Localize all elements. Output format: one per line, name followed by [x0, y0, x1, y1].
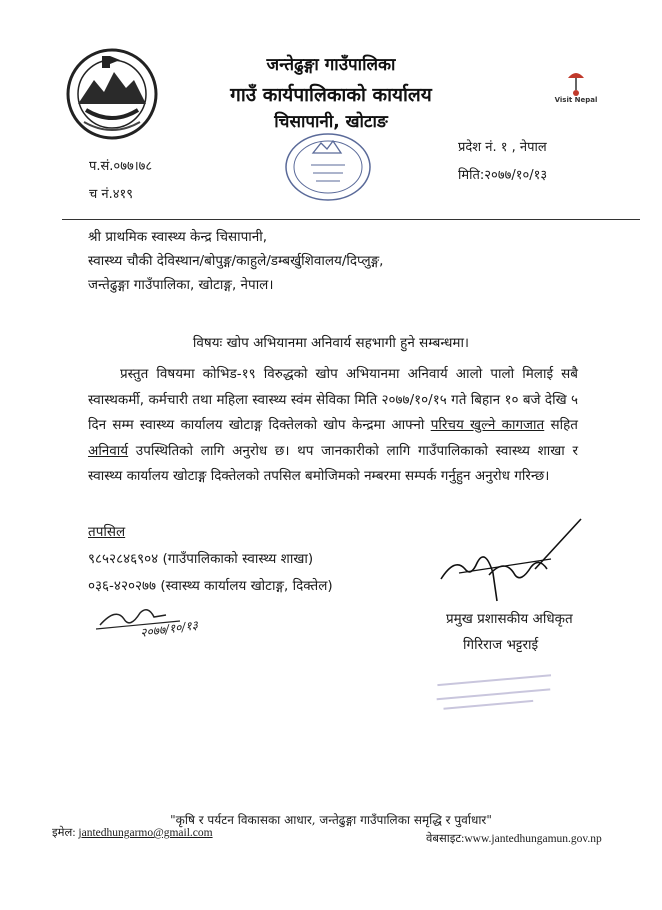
- dispatch-number: च नं.४१९: [89, 187, 134, 202]
- faded-name-stamp: [432, 668, 562, 710]
- recipient-line-2: स्वास्थ्य चौकी देविस्थान/बोपुङ्ग/काहुले/डम्बर्खुशिवालय/दिप्लुङ्ग,: [88, 253, 384, 269]
- letter-body: [88, 362, 578, 490]
- website-label: वेबसाइट:: [426, 833, 465, 845]
- header-divider: [62, 219, 640, 220]
- contact-line-2: ०३६-४२०२७७ (स्वास्थ्य कार्यालय खोटाङ्ग, दिक्तेल): [88, 578, 333, 594]
- signatory-designation: प्रमुख प्रशासकीय अधिकृत: [446, 611, 573, 627]
- province-label: प्रदेश नं. १ , नेपाल: [458, 140, 547, 155]
- recipient-line-3: जन्तेढुङ्गा गाउँपालिका, खोटाङ्ग, नेपाल।: [88, 277, 274, 293]
- signatory-name: गिरिराज भट्टराई: [463, 637, 539, 653]
- office-name: गाउँ कार्यपालिकाको कार्यालय: [230, 84, 432, 106]
- municipality-name: जन्तेढुङ्गा गाउँपालिका: [266, 55, 396, 75]
- body-part-2: सहित: [544, 417, 578, 433]
- email-link[interactable]: jantedhungarmo@gmail.com: [78, 827, 213, 839]
- handwritten-date: २०७७/१०/१३: [139, 618, 199, 640]
- body-underline-1: परिचय खुल्ने कागजात: [430, 417, 545, 433]
- footer-slogan: "कृषि र पर्यटन विकासका आधार, जन्तेढुङ्गा गाउँपालिका समृद्धि र पुर्वाधार": [170, 813, 492, 827]
- reference-number: प.सं.०७७।७८: [89, 159, 153, 174]
- letter-date: मिति:२०७७/१०/१३: [458, 168, 548, 183]
- signature: [435, 517, 585, 607]
- office-seal-stamp: [283, 131, 373, 203]
- footer-website: [426, 831, 602, 846]
- subject-line: विषयः खोप अभियानमा अनिवार्य सहभागी हुने सम्बन्धमा।: [192, 335, 470, 351]
- website-link[interactable]: www.jantedhungamun.gov.np: [464, 833, 602, 845]
- visit-nepal-text: Visit Nepal: [554, 96, 598, 104]
- body-part-1: प्रस्तुत विषयमा कोभिड-१९ विरुद्धको खोप अभियानमा अनिवार्य आलो पालो मिलाई सबै स्वास्थकर्मी, कर्मचारी तथा महिला स्वास्थ्य स्वंम सेविका मिति २०७७/१०/१५ गते बिहान १० बजे देखि ५ दिन सम्म स्वास्थ्य कार्यालय खोटाङ्ग दिक्तेलको खोप केन्द्रमा आफ्नो: [88, 366, 578, 433]
- tapasil-heading: तपसिल: [88, 524, 126, 540]
- recipient-line-1: श्री प्राथमिक स्वास्थ्य केन्द्र चिसापानी,: [88, 229, 268, 245]
- contact-line-1: ९८५२८४६९०४ (गाउँपालिकाको स्वास्थ्य शाखा): [88, 551, 314, 567]
- email-label: इमेल:: [52, 827, 79, 839]
- office-location: चिसापानी, खोटाङ: [274, 112, 388, 132]
- body-underline-2: अनिवार्य: [88, 442, 129, 459]
- body-part-3: उपस्थितिको लागि अनुरोध छ। थप जानकारीको लागि गाउँपालिकाको स्वास्थ्य शाखा र स्वास्थ्य कार्यालय खोटाङ्ग दिक्तेलको तपसिल बमोजिमको नम्बरमा सम्पर्क गर्नुहुन अनुरोध गरिन्छ।: [88, 442, 578, 484]
- footer-email: [52, 825, 213, 840]
